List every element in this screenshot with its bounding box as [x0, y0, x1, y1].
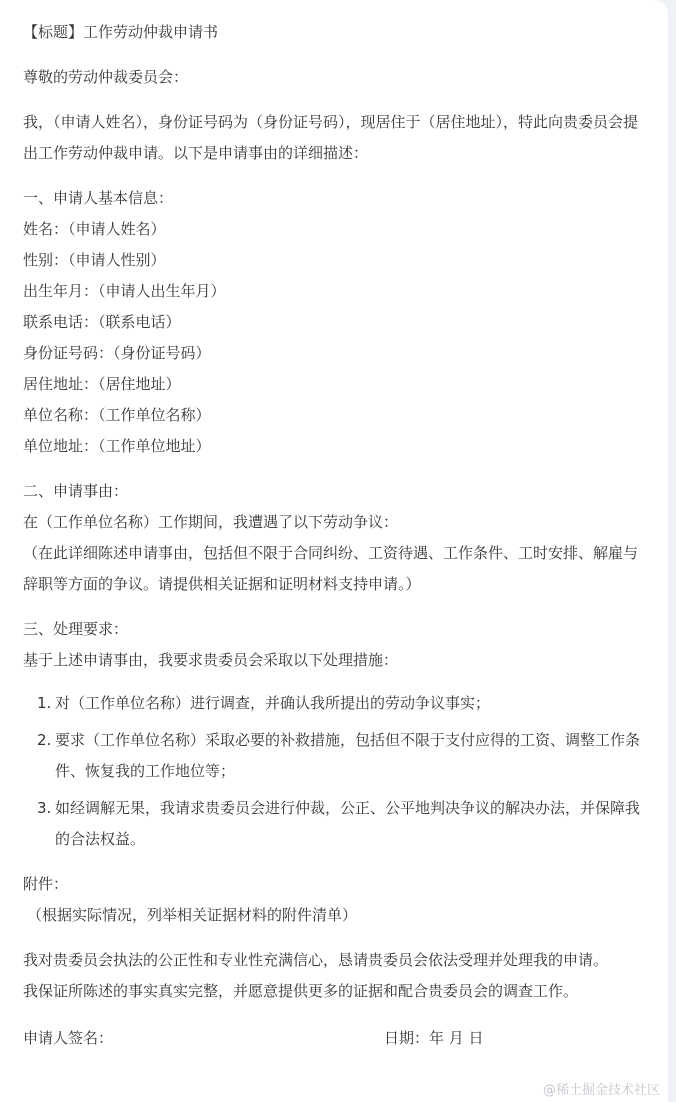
attachment-text: （根据实际情况，列举相关证据材料的附件清单）: [27, 906, 358, 924]
section2-heading: 二、申请事由：: [23, 482, 129, 500]
list-item-text: 对（工作单位名称）进行调查，并确认我所提出的劳动争议事实；: [55, 694, 491, 712]
section1-heading: 一、申请人基本信息：: [23, 189, 174, 207]
section2-detail: （在此详细陈述申请事由，包括但不限于合同纠纷、工资待遇、工作条件、工时安排、解雇与辞职等方面的争议。请提供相关证据和证明材料支持申请。）: [23, 544, 639, 593]
list-item: [37, 688, 646, 719]
date-label: 日期：年 月 日: [384, 1029, 484, 1047]
document-title: 【标题】工作劳动仲裁申请书: [23, 23, 219, 41]
list-item-number: 2.: [37, 731, 52, 749]
list-item-number: 3.: [37, 799, 52, 817]
section3-line: 基于上述申请事由，我要求贵委员会采取以下处理措施：: [23, 651, 399, 669]
field-name: 姓名：（申请人姓名）: [23, 220, 166, 238]
request-list: [23, 688, 646, 855]
field-id-number: 身份证号码：（身份证号码）: [23, 344, 211, 362]
section3-heading: 三、处理要求：: [23, 620, 129, 638]
signature-row: [23, 1023, 646, 1054]
list-item: [37, 793, 646, 855]
signature-label: 申请人签名：: [23, 1029, 114, 1047]
list-item: [37, 725, 646, 787]
field-employer-address: 单位地址：（工作单位地址）: [23, 437, 211, 455]
list-item-number: 1.: [37, 694, 52, 712]
section2-line: 在（工作单位名称）工作期间，我遭遇了以下劳动争议：: [23, 513, 399, 531]
list-item-text: 如经调解无果，我请求贵委员会进行仲裁，公正、公平地判决争议的解决办法，并保障我的合法权益。: [55, 799, 641, 848]
field-phone: 联系电话：（联系电话）: [23, 313, 181, 331]
field-birth: 出生年月：（申请人出生年月）: [23, 282, 226, 300]
field-address: 居住地址：（居住地址）: [23, 375, 181, 393]
closing-line-1: 我对贵委员会执法的公正性和专业性充满信心，恳请贵委员会依法受理并处理我的申请。: [23, 951, 609, 969]
field-gender: 性别：（申请人性别）: [23, 251, 166, 269]
salutation: 尊敬的劳动仲裁委员会：: [23, 68, 189, 86]
intro-paragraph: 我，（申请人姓名），身份证号码为（身份证号码），现居住于（居住地址），特此向贵委员会提出工作劳动仲裁申请。以下是申请事由的详细描述：: [23, 113, 639, 162]
field-employer-name: 单位名称：（工作单位名称）: [23, 406, 211, 424]
watermark: @稀土掘金技术社区: [542, 1083, 660, 1098]
attachment-heading: 附件：: [23, 875, 69, 893]
closing-line-2: 我保证所陈述的事实真实完整，并愿意提供更多的证据和配合贵委员会的调查工作。: [23, 982, 579, 1000]
list-item-text: 要求（工作单位名称）采取必要的补救措施，包括但不限于支付应得的工资、调整工作条件、恢复我的工作地位等；: [55, 731, 641, 780]
